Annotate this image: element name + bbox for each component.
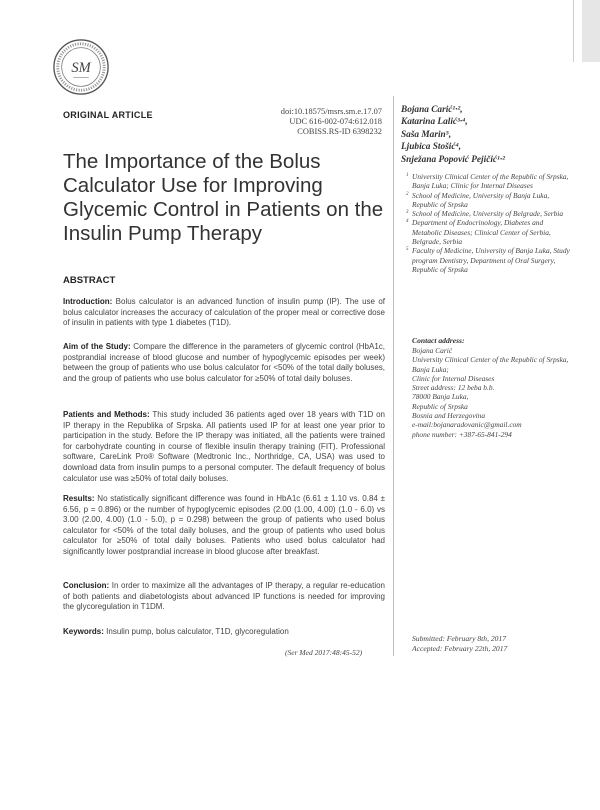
affiliation-number: 2: [406, 191, 409, 197]
contact-line: Bosnia and Herzegovina: [412, 411, 486, 421]
contact-line: University Clinical Center of the Republic of Srpska, Banja Luka;: [412, 355, 569, 374]
affiliation-item: [406, 172, 572, 191]
svg-text:SM: SM: [71, 59, 91, 76]
citation-text: (Ser Med 2017:48:45-52): [285, 648, 363, 657]
results-text: No statistically significant difference was found in HbA1c (6.61 ± 1.10 vs. 0.84 ± 6.56, p = 0.896) or the number of hypoglycemic episodes (2.00 (1.00, 4.00) (1.0 - 6.0) vs 3.00 (2.00, 4.00) (1.0 - 5.0), p = 0.298) between the group of patients who used bolus calculator for <50% of the total daily boluses, and the group of patients who used bolus calculator for ≥50% of total daily boluses. Patients who used bolus calculator had significantly lower postprandial increase in blood glucose after breakfast.: [63, 494, 385, 556]
abstract-aim: [63, 342, 385, 384]
contact-line: Clinic for Internal Diseases: [412, 373, 495, 383]
affiliation-number: 3: [406, 210, 409, 216]
methods-text: This study included 36 patients aged over 18 years with T1D on IP therapy in the Republika of Srpska. All patients used IP for at least one year prior to participation in the study. Before the IP therapy was initiated, all the patients were trained for carbohydrate counting in course of flexible insulin therapy training (FIT). Professional software, CareLink Pro® Software (Medtronic Inc., Northridge, CA, USA) was used to download data from insulin pumps to a personal computer. The default frequency of bolus calculator use was ≥50% of total daily boluses.: [63, 410, 386, 483]
affiliation-text: University Clinical Center of the Republic of Srpska, Banja Luka; Clinic for Internal Diseases: [412, 172, 569, 191]
author-name: Snježana Popović Pejičić¹·²: [401, 154, 505, 165]
contact-email: e-mail:bojanaradovanic@gmail.com: [412, 420, 522, 430]
submitted-date: Submitted: February 8th, 2017: [412, 634, 507, 643]
affiliation-item: [406, 218, 572, 247]
author-name: Bojana Carić¹·²,: [401, 105, 463, 115]
page-edge-line: [573, 0, 574, 62]
abstract-methods: [63, 410, 385, 484]
article-title: The Importance of the Bolus Calculator Use for Improving Glycemic Control in Patients on the Insulin Pump Therapy: [63, 150, 384, 245]
author-list: [401, 104, 571, 166]
aim-text: Compare the difference in the parameters of glycemic control (HbA1c, postprandial increase of blood glucose and number of hypoglycemic episodes per week) between the group of patients who use bolus calculator for <50% of the total daily boluses, and the group of patients who use bolus calculator for ≥50% of total daily boluses.: [63, 342, 385, 383]
affiliation-number: 1: [406, 173, 409, 178]
cobiss-text: COBISS.RS-ID 6398232: [297, 127, 382, 136]
contact-phone: phone number: +387-65-841-294: [412, 429, 512, 439]
affiliation-text: School of Medicine, University of Banja Luka, Republic of Srpska: [412, 190, 550, 209]
abstract-keywords: [63, 627, 385, 638]
methods-label: Patients and Methods:: [63, 410, 150, 419]
aim-label: Aim of the Study:: [63, 342, 131, 351]
author-name: Ljubica Stošić⁴,: [401, 142, 462, 153]
conclusion-label: Conclusion:: [63, 581, 110, 590]
article-dates: [412, 634, 507, 655]
abstract-conclusion: [63, 581, 385, 613]
author-name: Saša Marin⁵,: [401, 129, 452, 140]
society-seal-logo: [52, 38, 110, 96]
contact-address: [412, 346, 572, 439]
affiliation-number: 5: [406, 247, 409, 253]
affiliation-number: 4: [406, 219, 409, 225]
article-identifiers: [281, 107, 382, 137]
affiliation-item: [406, 190, 572, 210]
introduction-label: Introduction:: [63, 297, 113, 306]
page-edge-tab: [582, 0, 600, 62]
results-label: Results:: [63, 494, 95, 503]
author-name: Katarina Lalić³·⁴,: [401, 117, 468, 128]
affiliation-item: [406, 246, 572, 274]
affiliation-item: [406, 209, 572, 219]
contact-line: Bojana Carić: [412, 346, 453, 355]
conclusion-text: In order to maximize all the advantages of IP therapy, a regular re-education of both patients and diabetologists about advanced IP functions is needed for improving the glycoregulation in T1DM.: [63, 581, 385, 612]
affiliation-list: [406, 172, 572, 274]
affiliation-text: Faculty of Medicine, University of Banja Luka, Study program Dentistry, Department of Oral Surgery, Republic of Srpska: [412, 246, 570, 274]
accepted-date: Accepted: February 22th, 2017: [412, 644, 508, 654]
introduction-text: Bolus calculator is an advanced function of insulin pump (IP). The use of bolus calculator increases the accuracy of calculation of the proper meal or corrective dose of insulin in patients with type 1 diabetes (T1D).: [63, 297, 385, 328]
column-divider: [393, 96, 394, 656]
contact-heading: Contact address:: [412, 336, 465, 345]
udc-text: UDC 616-002-074:612.018: [289, 117, 382, 126]
doi-text: doi:10.18575/msrs.sm.e.17.07: [280, 107, 382, 116]
abstract-results: [63, 494, 385, 558]
abstract-introduction: [63, 297, 385, 329]
article-type-label: ORIGINAL ARTICLE: [63, 110, 153, 120]
keywords-label: Keywords:: [63, 627, 104, 636]
affiliation-text: Department of Endocrinology, Diabetes and Metabolic Diseases; Clinical Center of Serbia, Belgrade, Serbia: [412, 218, 551, 247]
contact-line: 78000 Banja Luka,: [412, 392, 469, 402]
contact-line: Republic of Srpska: [412, 401, 468, 411]
contact-line: Street address: 12 beba b.b.: [412, 383, 495, 393]
affiliation-text: School of Medicine, University of Belgrade, Serbia: [412, 209, 564, 219]
abstract-heading: ABSTRACT: [63, 275, 116, 286]
keywords-text: Insulin pump, bolus calculator, T1D, glycoregulation: [106, 627, 289, 636]
